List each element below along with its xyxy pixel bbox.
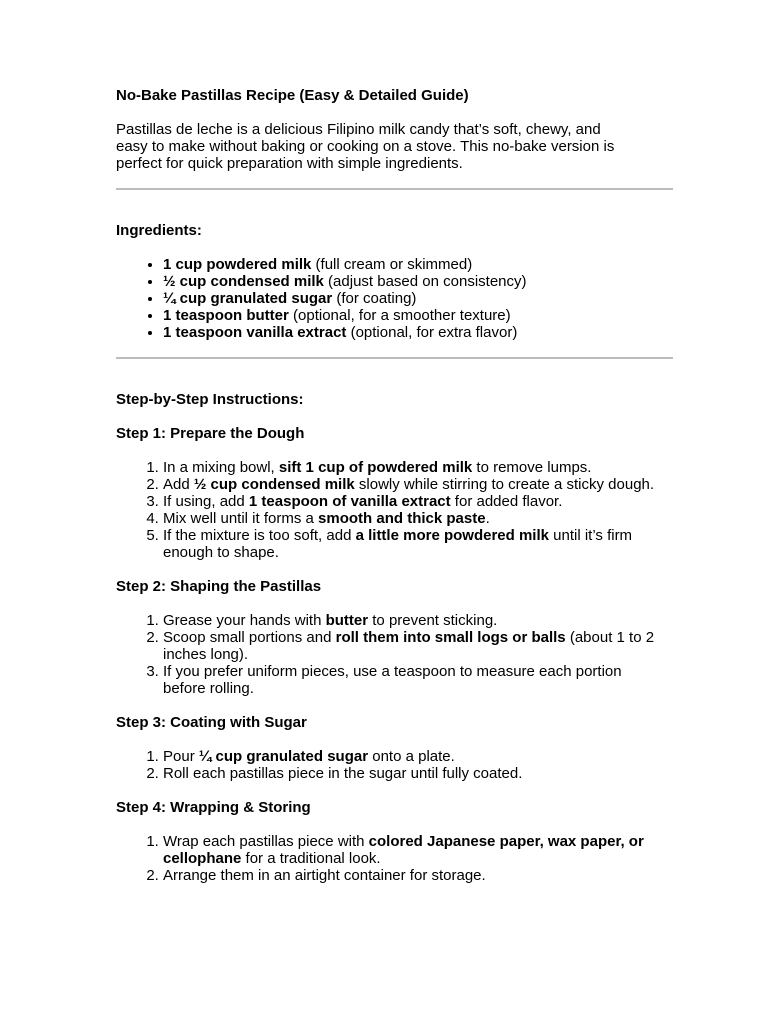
instruction-item [163,476,663,493]
instruction-text: In a mixing bowl, [163,459,279,476]
ingredient-name: ¼ cup granulated sugar [163,290,333,307]
step-4-heading: Step 4: Wrapping & Storing [116,799,311,816]
instruction-emphasis: a little more powdered milk [355,527,549,544]
instructions-heading: Step-by-Step Instructions: [116,391,304,408]
ingredients-heading: Ingredients: [116,222,202,239]
step-3-heading: Step 3: Coating with Sugar [116,714,307,731]
instruction-emphasis: ½ cup condensed milk [193,476,355,493]
instruction-emphasis: ¼ cup granulated sugar [198,748,369,765]
instruction-item [163,748,663,765]
intro-paragraph: Pastillas de leche is a delicious Filipino milk candy that’s soft, chewy, and easy to make without baking or cooking on a stove. This no-bake version is perfect for quick preparation with simple ingredients. [116,121,615,172]
instruction-text: (about 1 to 2 inches long). [163,629,655,663]
instruction-item [163,459,663,476]
step-4-list [116,833,663,884]
ingredient-name: ½ cup condensed milk [163,273,324,290]
ingredient-item [163,324,673,341]
instruction-item [163,612,663,629]
instruction-item [163,493,663,510]
ingredient-note: (optional, for extra flavor) [346,324,518,341]
ingredients-list [116,256,673,341]
step-1-heading: Step 1: Prepare the Dough [116,425,305,442]
ingredient-note: (full cream or skimmed) [311,256,473,273]
instruction-text: Scoop small portions and [163,629,336,646]
instruction-text: If using, add [163,493,249,510]
steps-container [116,425,673,884]
step-1-list [116,459,663,561]
step-2-heading: Step 2: Shaping the Pastillas [116,578,322,595]
instruction-emphasis: butter [325,612,369,629]
instruction-text: for a traditional look. [241,850,381,867]
instruction-emphasis: roll them into small logs or balls [335,629,566,646]
instruction-text: Mix well until it forms a [163,510,319,527]
instruction-item [163,663,663,697]
instruction-text: Grease your hands with [163,612,326,629]
ingredient-name: 1 cup powdered milk [163,256,312,273]
ingredient-name: 1 teaspoon butter [163,307,289,324]
instruction-emphasis: sift 1 cup of powdered milk [278,459,473,476]
instruction-text: for added flavor. [450,493,563,510]
instruction-text: Roll each pastillas piece in the sugar until fully coated. [163,765,523,782]
ingredient-item [163,273,673,290]
ingredient-item [163,307,673,324]
page-title: No-Bake Pastillas Recipe (Easy & Detailed Guide) [116,87,469,104]
instruction-item [163,833,663,867]
ingredient-item [163,256,673,273]
instruction-text: If the mixture is too soft, add [163,527,356,544]
instruction-text: to prevent sticking. [368,612,498,629]
divider [116,188,673,190]
instruction-item [163,867,663,884]
instruction-emphasis: 1 teaspoon of vanilla extract [248,493,451,510]
step-3-list [116,748,663,782]
ingredient-name: 1 teaspoon vanilla extract [163,324,347,341]
ingredient-note: (optional, for a smoother texture) [288,307,511,324]
instruction-text: Arrange them in an airtight container for storage. [163,867,486,884]
instruction-emphasis: colored Japanese paper, wax paper, or cellophane [163,833,644,867]
instruction-text: Add [163,476,194,493]
instruction-text: onto a plate. [368,748,455,765]
instruction-item [163,527,663,561]
instruction-text: Wrap each pastillas piece with [163,833,369,850]
divider [116,357,673,359]
step-2-list [116,612,663,697]
instruction-text: . [485,510,490,527]
instruction-item [163,765,663,782]
ingredient-note: (adjust based on consistency) [323,273,527,290]
instruction-text: If you prefer uniform pieces, use a teaspoon to measure each portion before rolling. [163,663,622,697]
instruction-emphasis: smooth and thick paste [318,510,486,527]
instruction-text: slowly while stirring to create a sticky dough. [354,476,655,493]
instruction-text: Pour [163,748,199,765]
ingredient-note: (for coating) [332,290,417,307]
instruction-item [163,510,663,527]
instruction-item [163,629,663,663]
instruction-text: to remove lumps. [472,459,592,476]
ingredient-item [163,290,673,307]
instruction-text: until it’s firm enough to shape. [163,527,633,561]
